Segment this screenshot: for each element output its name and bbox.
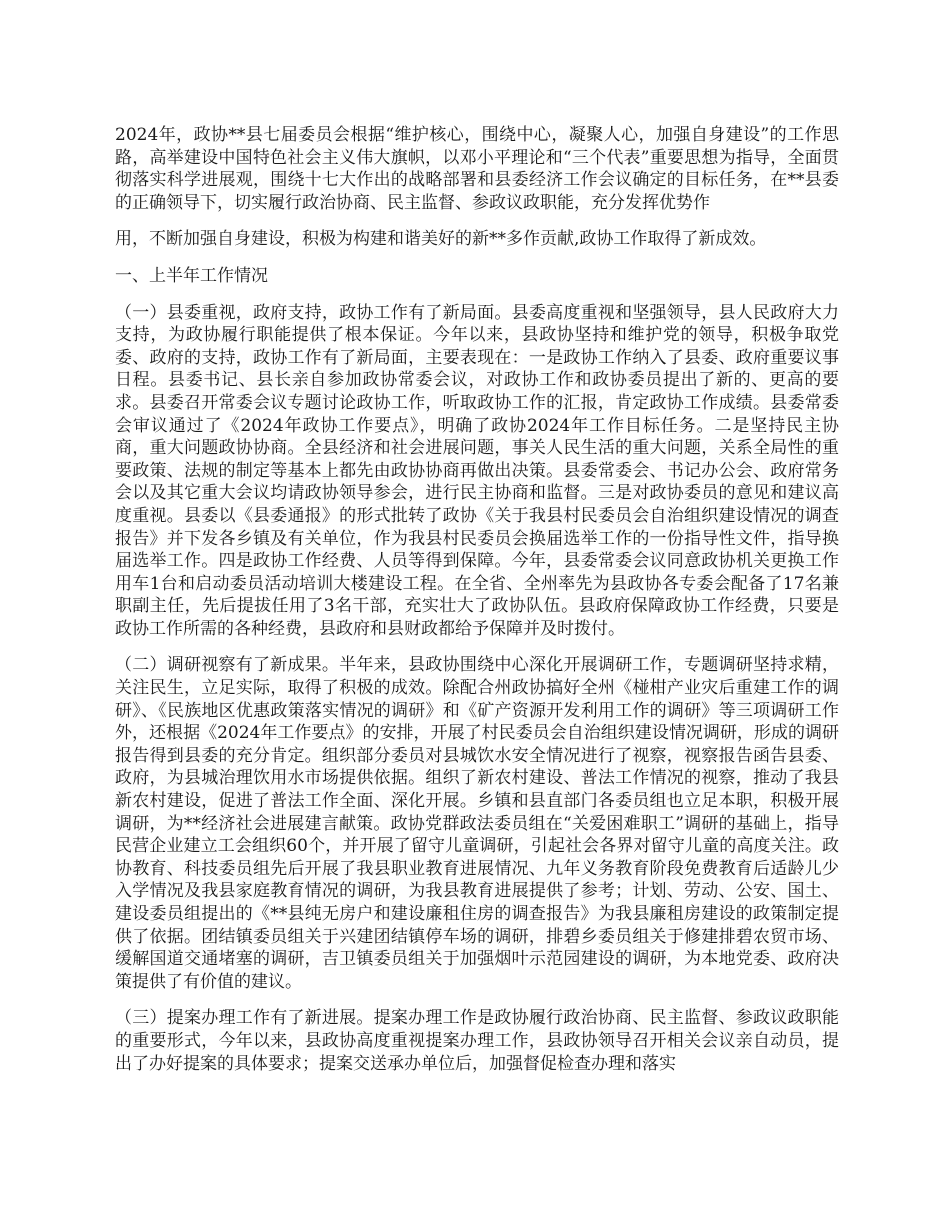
intro-paragraph-2: 用，不断加强自身建设，积极为构建和谐美好的新**多作贡献,政协工作取得了新成效。 bbox=[115, 229, 767, 250]
body-paragraph-3: （三）提案办理工作有了新进展。提案办理工作是政协履行政治协商、民主监督、参政议政职能的重要形式，今年以来，县政协高度重视提案办理工作，县政协领导召开相关会议亲自动员，提出了办好提案的具体要求；提案交送承办单位后，加强督促检查办理和落实 bbox=[115, 1008, 839, 1074]
body-paragraph-2: （二）调研视察有了新成果。半年来，县政协围绕中心深化开展调研工作，专题调研坚持求精，关注民生，立足实际，取得了积极的成效。除配合州政协搞好全州《椪柑产业灾后重建工作的调研》、《民族地区优惠政策落实情况的调研》和《矿产资源开发利用工作的调研》等三项调研工作外，还根据《2024年工作要点》的安排，开展了村民委员会自治组织建设情况调研，形成的调研报告得到县委的充分肯定。组织部分委员对县城饮水安全情况进行了视察，视察报告函告县委、政府，为县城治理饮用水市场提供依据。组织了新农村建设、普法工作情况的视察，推动了我县新农村建设，促进了普法工作全面、深化开展。乡镇和县直部门各委员组也立足本职，积极开展调研，为**经济社会进展建言献策。政协党群政法委员组在“关爱困难职工”调研的基础上，指导民营企业建立工会组织60个，并开展了留守儿童调研，引起社会各界对留守儿童的高度关注。政协教育、科技委员组先后开展了我县职业教育进展情况、九年义务教育阶段免费教育后适龄儿少入学情况及我县家庭教育情况的调研，为我县教育进展提供了参考；计划、劳动、公安、国土、建设委员组提出的《**县纯无房户和建设廉租住房的调查报告》为我县廉租房建设的政策制定提供了依据。团结镇委员组关于兴建团结镇停车场的调研，排碧乡委员组关于修建排碧农贸市场、缓解国道交通堵塞的调研，吉卫镇委员组关于加强烟叶示范园建设的调研，为本地党委、政府决策提供了有价值的建议。 bbox=[115, 655, 839, 992]
body-paragraph-1: （一）县委重视，政府支持，政协工作有了新局面。县委高度重视和坚强领导，县人民政府大力支持，为政协履行职能提供了根本保证。今年以来，县政协坚持和维护党的领导，积极争取党委、政府的支持，政协工作有了新局面，主要表现在：一是政协工作纳入了县委、政府重要议事日程。县委书记、县长亲自参加政协常委会议，对政协工作和政协委员提出了新的、更高的要求。县委召开常委会议专题讨论政协工作，听取政协工作的汇报，肯定政协工作成绩。县委常委会审议通过了《2024年政协工作要点》，明确了政协2024年工作目标任务。二是坚持民主协商，重大问题政协协商。全县经济和社会进展问题，事关人民生活的重大问题，关系全局性的重要政策、法规的制定等基本上都先由政协协商再做出决策。县委常委会、书记办公会、政府常务会以及其它重大会议均请政协领导参会，进行民主协商和监督。三是对政协委员的意见和建议高度重视。县委以《县委通报》的形式批转了政协《关于我县村民委员会自治组织建设情况的调查报告》并下发各乡镇及有关单位，作为我县村民委员会换届选举工作的一份指导性文件，指导换届选举工作。四是政协工作经费、人员等得到保障。今年，县委常委会议同意政协机关更换工作用车1台和启动委员活动培训大楼建设工程。在全省、全州率先为县政协各专委会配备了17名兼职副主任，先后提拔任用了3名干部，充实壮大了政协队伍。县政府保障政协工作经费，只要是政协工作所需的各种经费，县政府和县财政都给予保障并及时拨付。 bbox=[115, 302, 839, 639]
document-page bbox=[115, 124, 839, 1087]
section-heading: 一、上半年工作情况 bbox=[115, 265, 268, 286]
intro-paragraph-1: 2024年，政协**县七届委员会根据“维护核心，围绕中心，凝聚人心，加强自身建设”的工作思路，高举建设中国特色社会主义伟大旗帜，以邓小平理论和“三个代表”重要思想为指导，全面贯彻落实科学进展观，围绕十七大作出的战略部署和县委经济工作会议确定的目标任务，在**县委的正确领导下，切实履行政治协商、民主监督、参政议政职能，充分发挥优势作 bbox=[115, 125, 839, 213]
